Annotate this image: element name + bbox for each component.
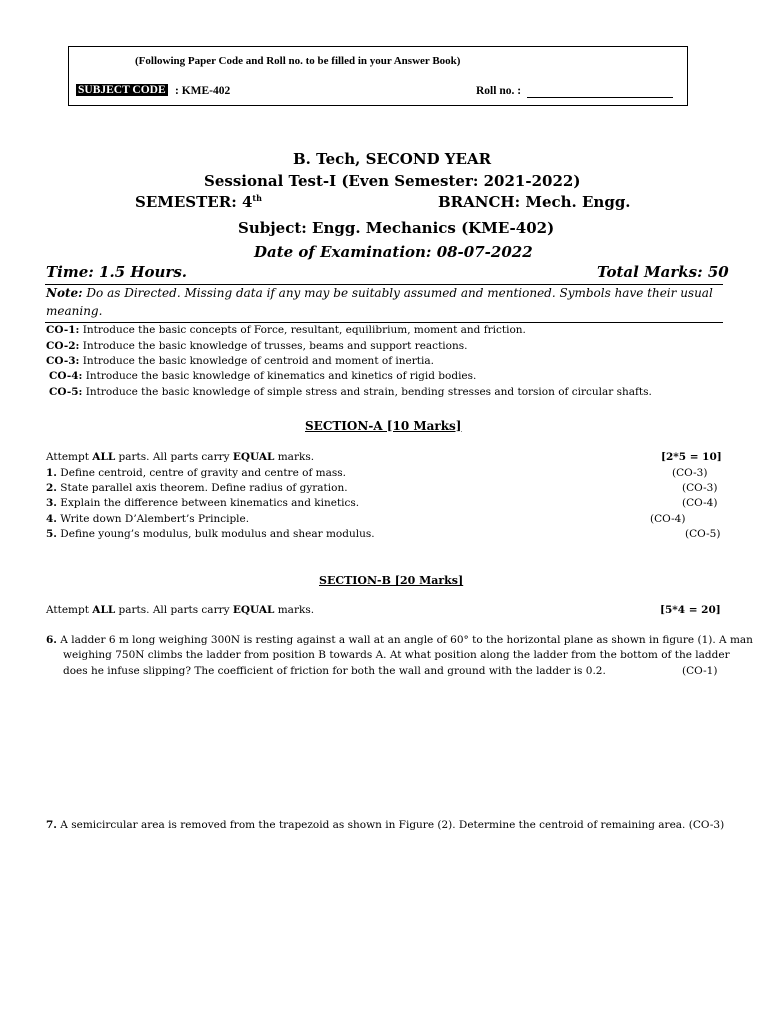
section-b-instruction: Attempt ALL parts. All parts carry EQUAL marks.: [46, 604, 315, 616]
subject-code-value: : KME-402: [175, 85, 231, 97]
roll-no-field: [527, 97, 673, 98]
question-6-line-2: weighing 750N climbs the ladder from position B towards A. At what position along the ladder from the bottom of the ladder: [63, 649, 730, 661]
divider-line: [45, 284, 723, 285]
course-outcome-2: CO-2: Introduce the basic knowledge of trusses, beams and support reactions.: [46, 340, 468, 352]
section-a-heading: SECTION-A [10 Marks]: [305, 419, 462, 433]
question-4: 4. Write down D’Alembert’s Principle.: [46, 513, 250, 525]
question-6-line-1: 6. A ladder 6 m long weighing 300N is resting against a wall at an angle of 60° to the horizontal plane as shown in figure (1). A man: [46, 634, 753, 646]
question-5-co: (CO-5): [685, 528, 721, 540]
subject-code-label: SUBJECT CODE: [78, 84, 166, 96]
course-outcome-3: CO-3: Introduce the basic knowledge of centroid and moment of inertia.: [46, 355, 434, 367]
question-1: 1. Define centroid, centre of gravity and centre of mass.: [46, 467, 347, 479]
note-line-2: meaning.: [46, 304, 103, 318]
question-6-co: (CO-1): [682, 665, 718, 677]
section-a-marks: [2*5 = 10]: [661, 451, 722, 463]
section-a-instruction: Attempt ALL parts. All parts carry EQUAL marks.: [46, 451, 315, 463]
question-2-co: (CO-3): [682, 482, 718, 494]
question-1-co: (CO-3): [672, 467, 708, 479]
branch-label: BRANCH: Mech. Engg.: [438, 193, 631, 211]
semester-label: SEMESTER: 4th: [135, 193, 262, 211]
question-5: 5. Define young’s modulus, bulk modulus and shear modulus.: [46, 528, 375, 540]
total-marks: Total Marks: 50: [597, 263, 729, 281]
divider-line: [45, 322, 723, 323]
course-outcome-5: CO-5: Introduce the basic knowledge of simple stress and strain, bending stresses and torsion of circular shafts.: [49, 386, 652, 398]
answer-book-instruction: (Following Paper Code and Roll no. to be filled in your Answer Book): [135, 55, 461, 67]
section-b-heading: SECTION-B [20 Marks]: [319, 574, 464, 587]
question-7: 7. A semicircular area is removed from the trapezoid as shown in Figure (2). Determine the centroid of remaining area. (CO-3): [46, 819, 725, 831]
course-outcome-1: CO-1: Introduce the basic concepts of Force, resultant, equilibrium, moment and friction.: [46, 324, 526, 336]
exam-date: Date of Examination: 08-07-2022: [254, 243, 533, 261]
roll-no-label: Roll no. :: [476, 85, 522, 97]
exam-time: Time: 1.5 Hours.: [46, 263, 188, 281]
section-b-marks: [5*4 = 20]: [660, 604, 721, 616]
question-2: 2. State parallel axis theorem. Define radius of gyration.: [46, 482, 348, 494]
program-title: B. Tech, SECOND YEAR: [293, 150, 492, 168]
subject-title: Subject: Engg. Mechanics (KME-402): [238, 219, 555, 237]
note-line-1: Note: Do as Directed. Missing data if any may be suitably assumed and mentioned. Symbols have their usual: [46, 286, 713, 300]
course-outcome-4: CO-4: Introduce the basic knowledge of kinematics and kinetics of rigid bodies.: [49, 370, 477, 382]
test-title: Sessional Test-I (Even Semester: 2021-2022): [204, 172, 581, 190]
question-6-line-3: does he infuse slipping? The coefficient of friction for both the wall and ground with the ladder is 0.2.: [63, 665, 606, 677]
question-4-co: (CO-4): [650, 513, 686, 525]
figure-area: [45, 690, 725, 810]
question-3: 3. Explain the difference between kinematics and kinetics.: [46, 497, 360, 509]
question-3-co: (CO-4): [682, 497, 718, 509]
